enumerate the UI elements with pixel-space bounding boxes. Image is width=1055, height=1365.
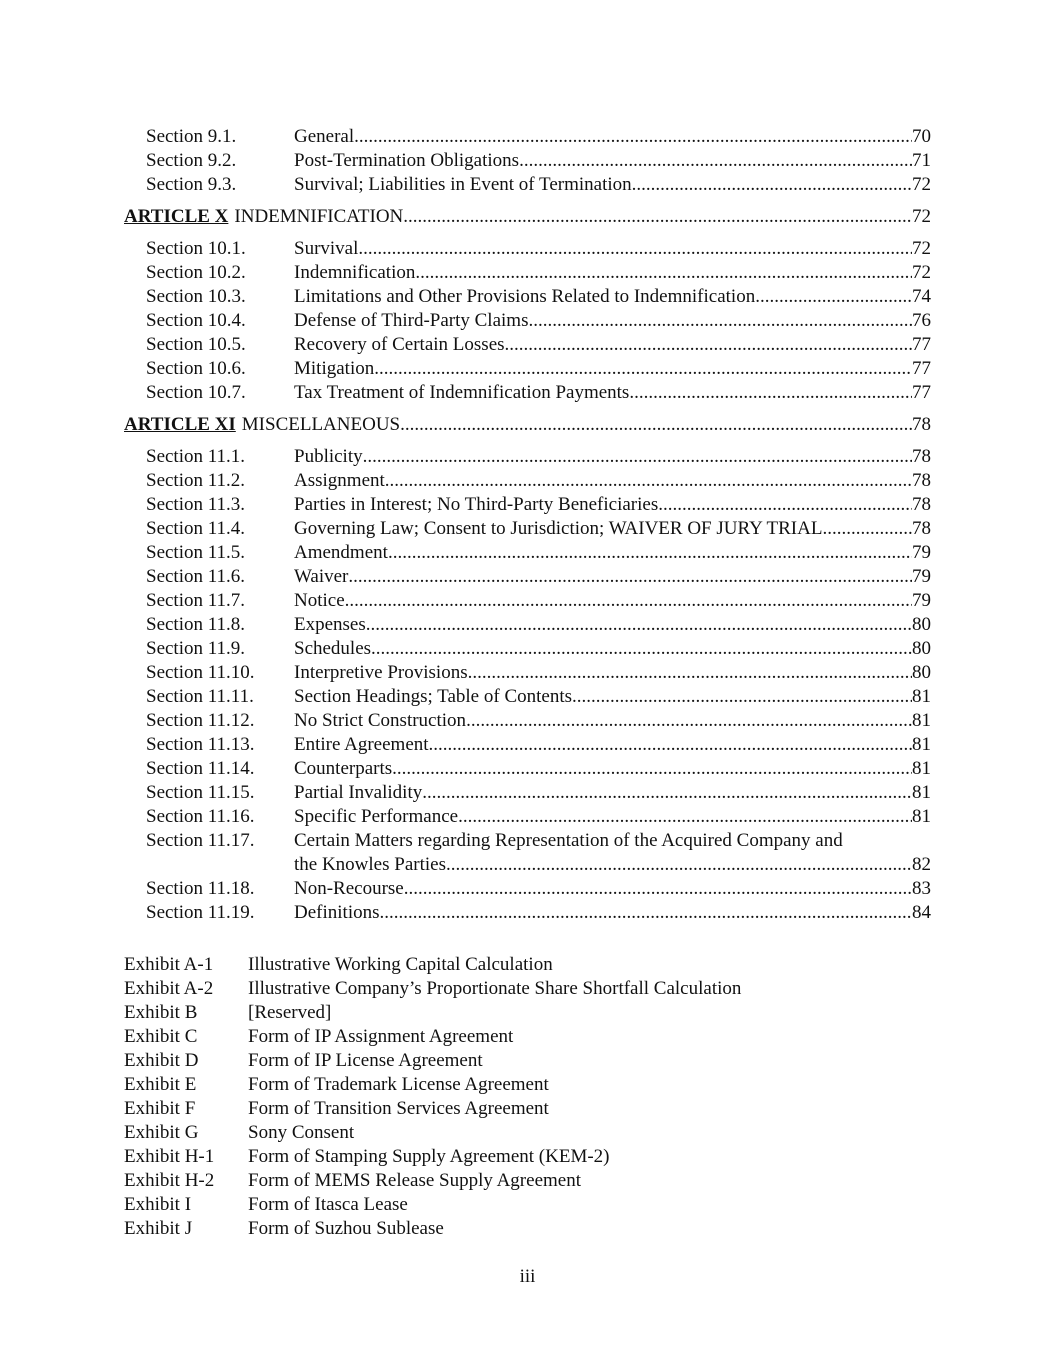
exhibit-label: Exhibit H-2 [124,1170,215,1191]
page-number: 80 [912,662,931,683]
section-number: Section 10.2. [146,262,246,283]
section-entry [294,493,931,517]
page-number: 77 [912,358,931,379]
dot-leader [572,685,912,709]
page-number: 74 [912,286,931,307]
dot-leader [392,757,912,781]
dot-leader [658,493,912,517]
page-footer-number: iii [519,1266,536,1287]
section-title: Waiver [294,566,349,587]
section-number: Section 9.3. [146,174,237,195]
article-title: MISCELLANEOUS [241,414,401,435]
dot-leader [629,381,912,405]
section-number: Section 10.1. [146,238,246,259]
exhibit-title: Form of Stamping Supply Agreement (KEM-2) [248,1146,610,1167]
exhibit-title: Illustrative Working Capital Calculation [248,954,553,975]
section-number: Section 11.11. [146,686,254,707]
section-entry [294,357,931,381]
page-number: 80 [912,638,931,659]
section-entry [294,613,931,637]
section-title: Entire Agreement [294,734,429,755]
page-number: 80 [912,614,931,635]
section-title: No Strict Construction [294,710,467,731]
section-number: Section 11.16. [146,806,255,827]
article-label: ARTICLE X [124,206,229,227]
page-number: 81 [912,686,931,707]
dot-leader [446,853,912,877]
section-entry [294,637,931,661]
exhibit-label: Exhibit G [124,1122,199,1143]
section-title-line2: the Knowles Parties [294,854,446,875]
section-entry [294,149,931,173]
section-title: Indemnification. [294,262,421,283]
dot-leader [468,661,912,685]
section-title: Governing Law; Consent to Jurisdiction; WAIVER OF JURY TRIAL [294,518,823,539]
section-title: Notice [294,590,345,611]
section-title: Survival. [294,238,364,259]
section-number: Section 10.4. [146,310,246,331]
exhibit-title: Sony Consent [248,1122,355,1143]
section-entry [294,173,931,197]
exhibit-label: Exhibit H-1 [124,1146,215,1167]
page-number: 79 [912,566,931,587]
dot-leader [632,173,912,197]
section-number: Section 11.9. [146,638,246,659]
dot-leader [345,589,912,613]
dot-leader [404,877,912,901]
section-title: Mitigation [294,358,375,379]
exhibit-title: [Reserved] [248,1002,332,1023]
page-number: 81 [912,710,931,731]
section-entry [294,757,931,781]
dot-leader [422,781,912,805]
section-title: Tax Treatment of Indemnification Payments [294,382,630,403]
section-entry [294,285,931,309]
section-number: Section 10.3. [146,286,246,307]
section-number: Section 9.1. [146,126,237,147]
section-entry [294,469,931,493]
exhibit-label: Exhibit D [124,1050,199,1071]
section-entry [294,685,931,709]
section-entry [294,309,931,333]
page-number: 82 [912,854,931,875]
toc-article-11[interactable] [124,413,931,437]
page-number: 71 [912,150,931,171]
exhibit-title: Form of Transition Services Agreement [248,1098,549,1119]
section-entry [294,125,931,149]
dot-leader [519,149,912,173]
page-number: 76 [912,310,931,331]
section-number: Section 9.2. [146,150,237,171]
page-number: 78 [912,470,931,491]
section-title: Survival; Liabilities in Event of Termination [294,174,632,195]
section-number: Section 11.19. [146,902,255,923]
dot-leader [363,237,912,261]
dot-leader [388,541,912,565]
section-title: Amendment [294,542,388,563]
page-number: 81 [912,758,931,779]
exhibit-label: Exhibit A-1 [124,954,214,975]
section-entry [294,333,931,357]
section-entry [294,805,931,829]
section-number: Section 11.14. [146,758,255,779]
exhibit-label: Exhibit C [124,1026,198,1047]
page-number: 81 [912,782,931,803]
section-title: Non-Recourse [294,878,404,899]
exhibit-label: Exhibit A-2 [124,978,214,999]
section-entry [294,733,931,757]
section-entry [294,237,931,261]
dot-leader [371,637,912,661]
section-number: Section 11.17. [146,830,255,851]
section-number: Section 10.7. [146,382,246,403]
page-number: 77 [912,334,931,355]
page-number: 72 [912,238,931,259]
section-number: Section 11.10. [146,662,255,683]
page-number: 78 [912,494,931,515]
exhibit-title: Form of IP License Agreement [248,1050,483,1071]
page-number: 77 [912,382,931,403]
section-entry [294,589,931,613]
section-entry [294,541,931,565]
page-number: 78 [912,518,931,539]
section-title: Publicity [294,446,363,467]
section-title: Expenses [294,614,366,635]
section-title-line2-wrap [294,853,931,877]
page-number: 79 [912,542,931,563]
section-title: Counterparts [294,758,393,779]
page-number: 70 [912,126,931,147]
page-number: 78 [912,446,931,467]
page-number: 79 [912,590,931,611]
section-number: Section 11.2. [146,470,246,491]
exhibit-label: Exhibit J [124,1218,193,1239]
article-title: INDEMNIFICATION [234,206,404,227]
section-number: Section 11.15. [146,782,255,803]
exhibit-label: Exhibit I [124,1194,192,1215]
exhibit-title: Form of MEMS Release Supply Agreement [248,1170,581,1191]
dot-leader [403,205,912,229]
section-title: Limitations and Other Provisions Related to Indemnification [294,286,756,307]
section-entry [294,565,931,589]
section-number: Section 10.6. [146,358,246,379]
toc-article-10[interactable] [124,205,931,229]
exhibit-title: Form of Itasca Lease [248,1194,408,1215]
section-entry [294,901,931,925]
dot-leader [466,709,912,733]
exhibit-title: Form of Trademark License Agreement [248,1074,549,1095]
section-number: Section 11.1. [146,446,246,467]
exhibit-title: Form of IP Assignment Agreement [248,1026,514,1047]
exhibit-label: Exhibit E [124,1074,197,1095]
dot-leader [420,261,912,285]
section-entry [294,661,931,685]
dot-leader [533,309,912,333]
exhibit-title: Illustrative Company’s Proportionate Share Shortfall Calculation [248,978,742,999]
section-title: Parties in Interest; No Third-Party Beneficiaries [294,494,659,515]
page-number: 84 [912,902,931,923]
section-entry-11-17 [294,829,931,875]
section-number: Section 11.7. [146,590,246,611]
section-title: Schedules [294,638,372,659]
section-number: Section 11.18. [146,878,255,899]
section-entry [294,781,931,805]
page-number: 72 [912,262,931,283]
section-entry [294,381,931,405]
page-number: 78 [912,414,931,435]
section-number: Section 11.3. [146,494,246,515]
dot-leader [374,357,912,381]
dot-leader [822,517,912,541]
section-title: Assignment [294,470,385,491]
dot-leader [354,125,912,149]
dot-leader [458,805,912,829]
dot-leader [385,469,912,493]
section-title: Partial Invalidity [294,782,423,803]
section-title: Defense of Third-Party Claims. [294,310,534,331]
section-title: Definitions [294,902,380,923]
section-number: Section 11.12. [146,710,255,731]
exhibit-title: Form of Suzhou Sublease [248,1218,444,1239]
page-number: 81 [912,734,931,755]
dot-leader [366,613,912,637]
section-entry [294,877,931,901]
section-entry [294,261,931,285]
section-entry [294,517,931,541]
page-number: 72 [912,206,931,227]
section-title: Section Headings; Table of Contents [294,686,572,707]
dot-leader [348,565,912,589]
section-entry [294,445,931,469]
section-number: Section 10.5. [146,334,246,355]
page-number: 72 [912,174,931,195]
section-number: Section 11.8. [146,614,246,635]
dot-leader [755,285,912,309]
page-number: 81 [912,806,931,827]
section-title: General [294,126,355,147]
dot-leader [400,413,912,437]
dot-leader [380,901,913,925]
section-number: Section 11.13. [146,734,255,755]
section-entry [294,709,931,733]
section-number: Section 11.5. [146,542,246,563]
section-number: Section 11.4. [146,518,246,539]
section-title-line1: Certain Matters regarding Representation of the Acquired Company and [294,830,843,851]
exhibit-label: Exhibit B [124,1002,198,1023]
article-label: ARTICLE XI [124,414,236,435]
section-number: Section 11.6. [146,566,246,587]
dot-leader [505,333,912,357]
dot-leader [429,733,912,757]
exhibit-label: Exhibit F [124,1098,196,1119]
section-title: Recovery of Certain Losses [294,334,505,355]
dot-leader [363,445,912,469]
section-title: Post-Termination Obligations [294,150,520,171]
page-number: 83 [912,878,931,899]
section-title: Specific Performance [294,806,459,827]
section-title: Interpretive Provisions [294,662,468,683]
